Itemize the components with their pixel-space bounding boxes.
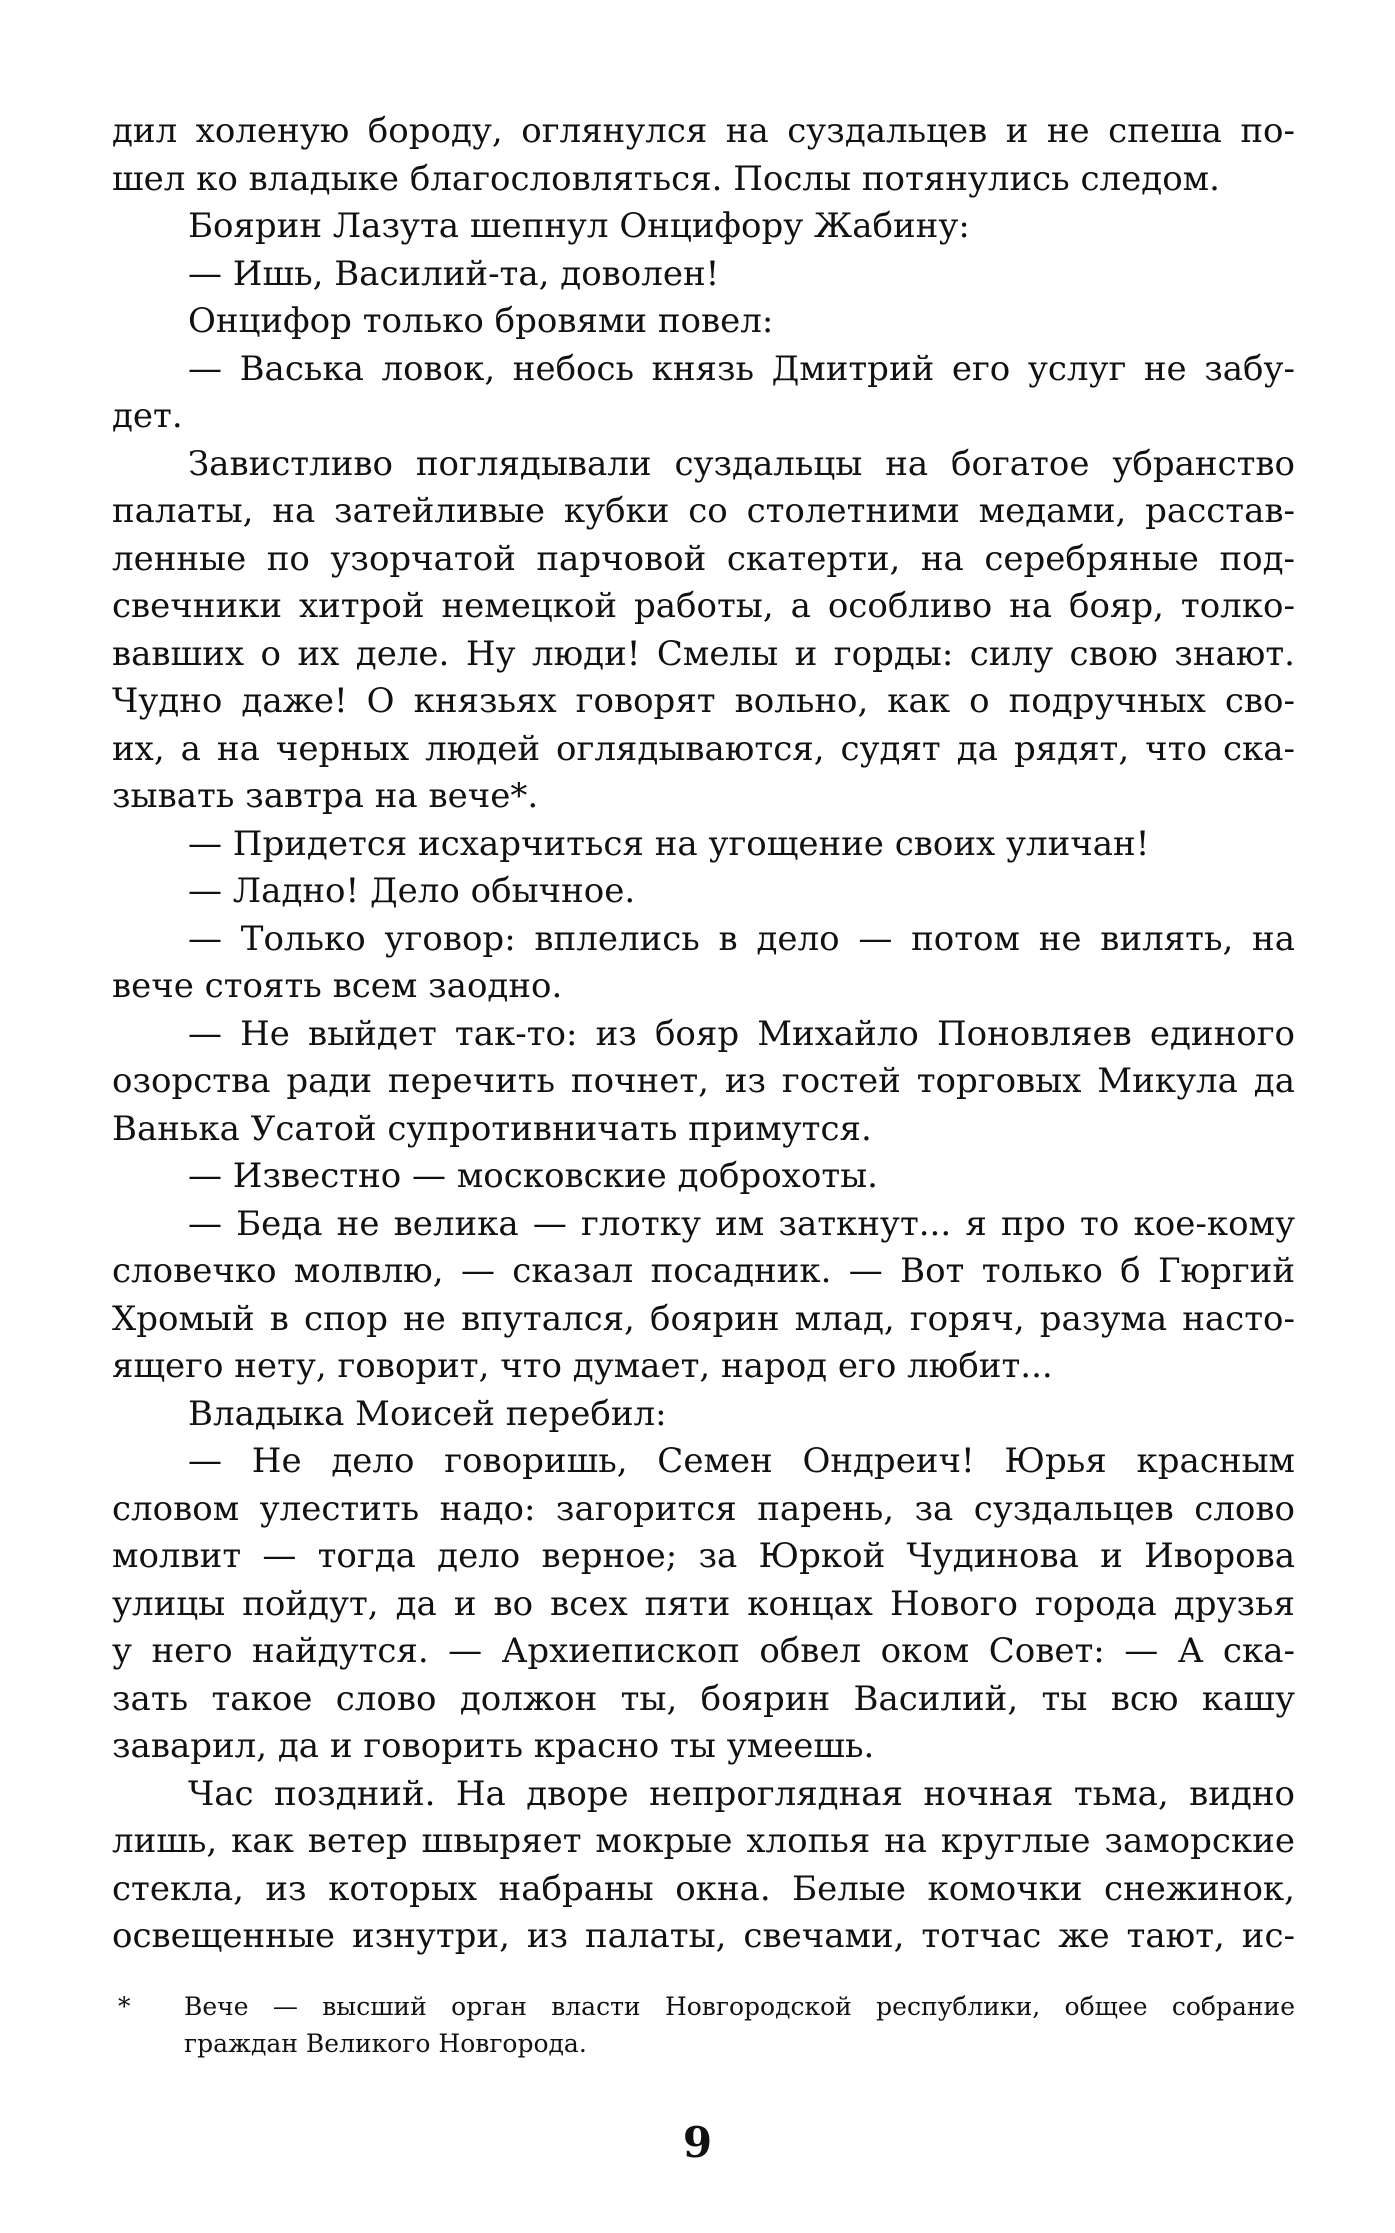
text-line: — Не дело говоришь, Семен Ондреич! Юрья красным bbox=[188, 1441, 1295, 1481]
page-body bbox=[112, 108, 1295, 1961]
text-line: зывать завтра на вече*. bbox=[112, 776, 539, 816]
footnote-marker: * bbox=[118, 1992, 131, 2021]
text-line: вавших о их деле. Ну люди! Смелы и горды: силу свою знают. bbox=[112, 633, 1295, 674]
text-line: Час поздний. На дворе непроглядная ночная тьма, видно bbox=[188, 1773, 1295, 1814]
text-line: — Придется исхарчиться на угощение своих уличан! bbox=[188, 823, 1150, 864]
text-line: Чудно даже! О князьях говорят вольно, как о подручных сво- bbox=[112, 681, 1295, 721]
text-line: шел ко владыке благословляться. Послы потянулись следом. bbox=[112, 158, 1220, 199]
text-line: — Только уговор: вплелись в дело — потом не вилять, на bbox=[188, 918, 1295, 959]
text-line: вече стоять всем заодно. bbox=[112, 966, 563, 1006]
text-line: озорства ради перечить почнет, из гостей торговых Микула да bbox=[112, 1061, 1295, 1101]
text-line: освещенные изнутри, из палаты, свечами, тотчас же тают, ис- bbox=[112, 1916, 1295, 1956]
text-line: Владыка Моисей перебил: bbox=[188, 1393, 667, 1434]
footnote-line: Вече — высший орган власти Новгородской республики, общее собрание bbox=[184, 1992, 1295, 2021]
text-line: — Не выйдет так-то: из бояр Михайло Поновляев единого bbox=[188, 1013, 1295, 1054]
text-line: лишь, как ветер швыряет мокрые хлопья на круглые заморские bbox=[112, 1821, 1295, 1861]
text-line: Хромый в спор не впутался, боярин млад, горяч, разума насто- bbox=[112, 1298, 1295, 1339]
text-line: — Известно — московские доброхоты. bbox=[188, 1156, 878, 1196]
text-line: — Васька ловок, небось князь Дмитрий его услуг не забу- bbox=[188, 348, 1295, 389]
text-line: стекла, из которых набраны окна. Белые комочки снежинок, bbox=[112, 1868, 1295, 1909]
text-line: — Ладно! Дело обычное. bbox=[188, 871, 636, 911]
text-line: у него найдутся. — Архиепископ обвел оком Совет: — А ска- bbox=[112, 1631, 1295, 1671]
footnote bbox=[112, 1988, 1295, 2062]
text-line: словечко молвлю, — сказал посадник. — Вот только б Гюргий bbox=[112, 1251, 1295, 1291]
text-line: Ванька Усатой супротивничать примутся. bbox=[112, 1108, 872, 1149]
text-line: их, а на черных людей оглядываются, судят да рядят, что ска- bbox=[112, 728, 1295, 769]
text-line: заварил, да и говорить красно ты умеешь. bbox=[112, 1726, 875, 1766]
text-line: свечники хитрой немецкой работы, а особливо на бояр, толко- bbox=[112, 586, 1295, 626]
text-line: улицы пойдут, да и во всех пяти концах Нового города друзья bbox=[112, 1583, 1295, 1624]
text-line: Завистливо поглядывали суздальцы на богатое убранство bbox=[188, 443, 1295, 484]
text-line: ленные по узорчатой парчовой скатерти, на серебряные под- bbox=[112, 538, 1295, 579]
page-number: 9 bbox=[682, 2118, 713, 2167]
text-line: Боярин Лазута шепнул Онцифору Жабину: bbox=[188, 206, 970, 246]
text-line: молвит — тогда дело верное; за Юркой Чудинова и Иворова bbox=[112, 1536, 1295, 1576]
text-line: — Беда не велика — глотку им заткнут... я про то кое-кому bbox=[188, 1203, 1295, 1244]
text-line: словом улестить надо: загорится парень, за суздальцев слово bbox=[112, 1488, 1295, 1529]
text-line: дет. bbox=[112, 396, 183, 436]
text-line: зать такое слово должон ты, боярин Василий, ты всю кашу bbox=[112, 1678, 1295, 1719]
text-line: дил холеную бороду, оглянулся на суздальцев и не спеша по- bbox=[112, 111, 1295, 151]
text-line: палаты, на затейливые кубки со столетними медами, расстав- bbox=[112, 491, 1295, 531]
footnote-line: граждан Великого Новгорода. bbox=[184, 2029, 587, 2058]
text-line: Онцифор только бровями повел: bbox=[188, 301, 774, 341]
text-line: ящего нету, говорит, что думает, народ его любит... bbox=[112, 1346, 1053, 1386]
text-line: — Ишь, Василий-та, доволен! bbox=[188, 253, 720, 294]
